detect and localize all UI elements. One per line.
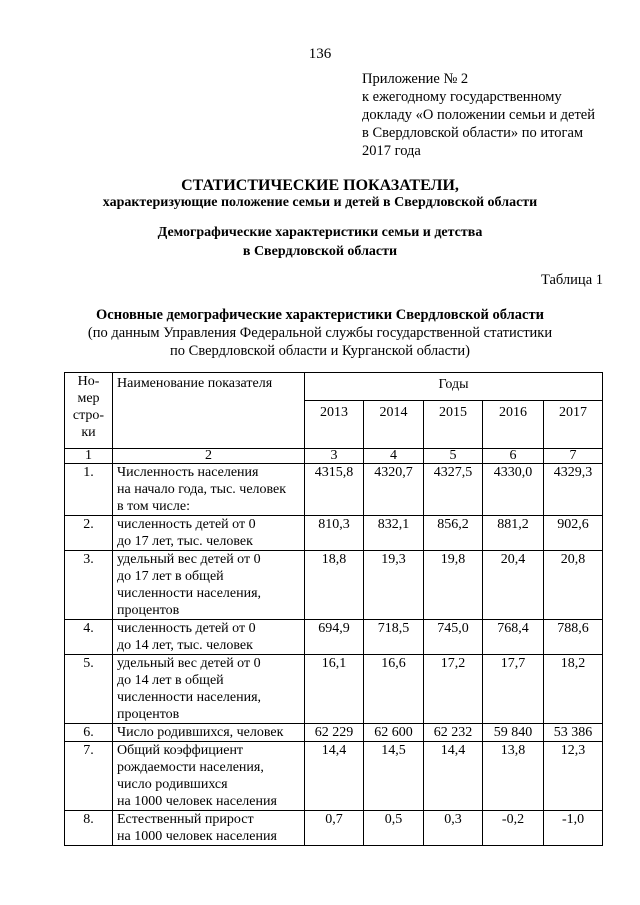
year-header-2017: 2017 [544,401,603,449]
table-row [65,464,603,516]
value-cell-2013: 694,9 [305,620,364,655]
indicator-name: Естественный прирост на 1000 человек населения [113,811,305,846]
column-index: 6 [483,449,544,464]
value-cell-2017: 53 386 [544,724,603,742]
value-cell-2016: 881,2 [483,516,544,551]
value-cell-2013: 810,3 [305,516,364,551]
row-number: 2. [65,516,113,551]
table-row [65,516,603,551]
value-cell-2014: 62 600 [364,724,424,742]
row-number: 5. [65,655,113,724]
appendix-note [362,70,632,160]
table-row [65,724,603,742]
value-cell-2016: 4330,0 [483,464,544,516]
table-header-row [65,373,603,401]
table-row [65,655,603,724]
column-index: 7 [544,449,603,464]
column-index-row [65,449,603,464]
column-index: 3 [305,449,364,464]
value-cell-2014: 718,5 [364,620,424,655]
header-indicator-name: Наименование показателя [113,373,305,449]
year-header-2014: 2014 [364,401,424,449]
value-cell-2014: 0,5 [364,811,424,846]
value-cell-2014: 19,3 [364,551,424,620]
value-cell-2015: 0,3 [424,811,483,846]
appendix-line: 2017 года [362,143,421,159]
document-title: СТАТИСТИЧЕСКИЕ ПОКАЗАТЕЛИ, [181,177,459,194]
value-cell-2015: 62 232 [424,724,483,742]
section-line: в Свердловской области [242,244,398,259]
year-header-2013: 2013 [305,401,364,449]
indicator-name: Общий коэффициент рождаемости населения, число родившихся на 1000 человек населения [113,742,305,811]
column-index: 4 [364,449,424,464]
row-number: 1. [65,464,113,516]
value-cell-2015: 4327,5 [424,464,483,516]
page-number: 136 [308,46,332,62]
value-cell-2013: 18,8 [305,551,364,620]
value-cell-2017: 20,8 [544,551,603,620]
value-cell-2015: 14,4 [424,742,483,811]
value-cell-2016: 768,4 [483,620,544,655]
section-line: Демографические характеристики семьи и детства [157,225,483,240]
header-row-number: Но- мер стро- ки [65,373,113,449]
value-cell-2015: 19,8 [424,551,483,620]
table-caption [0,306,640,360]
value-cell-2016: 59 840 [483,724,544,742]
caption-title: Основные демографические характеристики Свердловской области [96,307,544,323]
value-cell-2014: 4320,7 [364,464,424,516]
table-row [65,551,603,620]
value-cell-2017: 12,3 [544,742,603,811]
indicator-name: Число родившихся, человек [113,724,305,742]
column-index: 5 [424,449,483,464]
indicator-name: численность детей от 0 до 14 лет, тыс. человек [113,620,305,655]
column-index: 1 [65,449,113,464]
table-row [65,742,603,811]
value-cell-2017: 18,2 [544,655,603,724]
header-years: Годы [305,373,603,401]
value-cell-2013: 4315,8 [305,464,364,516]
appendix-line: Приложение № 2 [362,71,469,87]
table-row [65,620,603,655]
caption-line: по Свердловской области и Курганской области) [170,343,470,359]
row-number: 6. [65,724,113,742]
indicator-name: численность детей от 0 до 17 лет, тыс. человек [113,516,305,551]
value-cell-2013: 0,7 [305,811,364,846]
column-index: 2 [113,449,305,464]
value-cell-2016: -0,2 [483,811,544,846]
value-cell-2015: 17,2 [424,655,483,724]
value-cell-2017: 902,6 [544,516,603,551]
year-header-2015: 2015 [424,401,483,449]
value-cell-2015: 745,0 [424,620,483,655]
value-cell-2014: 14,5 [364,742,424,811]
table-label: Таблица 1 [540,272,603,288]
indicator-name: удельный вес детей от 0 до 14 лет в общей численности населения, процентов [113,655,305,724]
value-cell-2013: 14,4 [305,742,364,811]
row-number: 8. [65,811,113,846]
value-cell-2017: 4329,3 [544,464,603,516]
value-cell-2017: -1,0 [544,811,603,846]
value-cell-2014: 16,6 [364,655,424,724]
appendix-line: к ежегодному государственному [362,89,562,105]
value-cell-2014: 832,1 [364,516,424,551]
year-header-2016: 2016 [483,401,544,449]
indicator-name: удельный вес детей от 0 до 17 лет в общей численности населения, процентов [113,551,305,620]
table-row [65,811,603,846]
value-cell-2017: 788,6 [544,620,603,655]
row-number: 4. [65,620,113,655]
value-cell-2016: 13,8 [483,742,544,811]
value-cell-2015: 856,2 [424,516,483,551]
section-heading [0,223,640,261]
value-cell-2016: 20,4 [483,551,544,620]
appendix-line: докладу «О положении семьи и детей [362,107,596,123]
value-cell-2016: 17,7 [483,655,544,724]
appendix-line: в Свердловской области» по итогам [362,125,584,141]
document-subtitle: характеризующие положение семьи и детей в Свердловской области [102,195,538,210]
row-number: 3. [65,551,113,620]
row-number: 7. [65,742,113,811]
demographics-table [64,372,603,846]
value-cell-2013: 62 229 [305,724,364,742]
indicator-name: Численность населения на начало года, тыс. человек в том числе: [113,464,305,516]
caption-line: (по данным Управления Федеральной службы государственной статистики [87,325,553,341]
value-cell-2013: 16,1 [305,655,364,724]
